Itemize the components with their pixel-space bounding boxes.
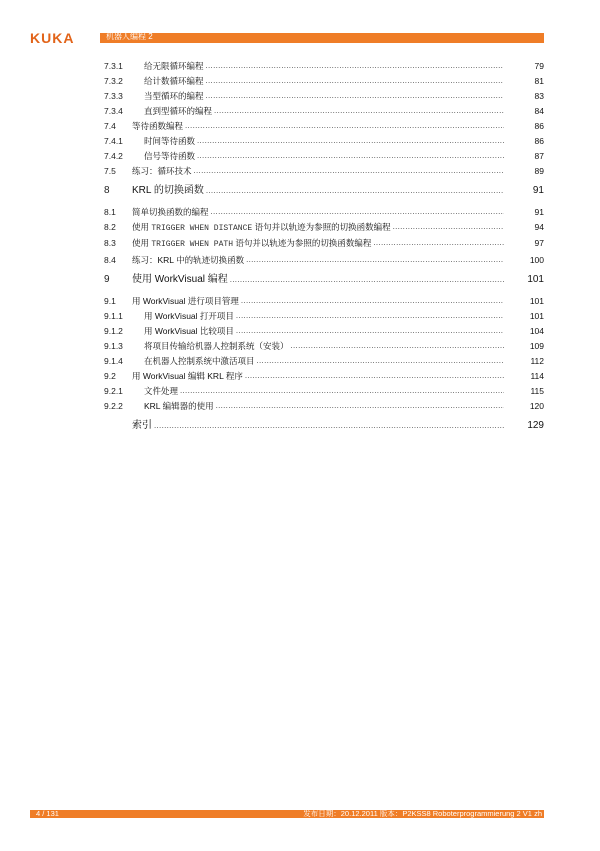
toc-page: 120 (529, 401, 544, 411)
toc-page: 86 (534, 121, 544, 131)
toc-entry[interactable] (104, 59, 544, 73)
footer-publication-info: 发布日期：20.12.2011 版本：P2KSS8 Roboterprogrammierung 2 V1 zh (303, 809, 542, 818)
toc-leader (241, 294, 504, 308)
toc-number: 7.3.2 (104, 76, 123, 86)
toc-title: 练习：KRL 中的轨迹切换函数 (132, 255, 245, 265)
toc-title: 将项目传输给机器人控制系统（安装） (144, 341, 289, 351)
toc-leader (206, 74, 504, 88)
toc-title: 练习：循环技术 (132, 166, 192, 176)
toc-chapter-entry[interactable] (104, 273, 544, 287)
toc-entry[interactable] (104, 309, 544, 323)
toc-number: 9.2.1 (104, 386, 123, 396)
toc-number: 9.1.3 (104, 341, 123, 351)
toc-title: 给计数循环编程 (144, 76, 204, 86)
toc-entry[interactable] (104, 384, 544, 398)
toc-leader (393, 220, 504, 234)
toc-page: 109 (529, 341, 544, 351)
toc-title: 简单切换函数的编程 (132, 207, 209, 217)
toc-page: 81 (534, 76, 544, 86)
toc-title: 信号等待函数 (144, 151, 196, 161)
toc-number: 7.3.4 (104, 106, 123, 116)
toc-page: 79 (534, 61, 544, 71)
toc-entry[interactable] (104, 164, 544, 178)
toc-title: 时间等待函数 (144, 136, 196, 146)
toc-page: 101 (529, 296, 544, 306)
toc-number: 8.2 (104, 222, 116, 232)
toc-leader (154, 419, 504, 433)
header-title: 机器人编程 2 (106, 32, 153, 41)
toc-entry[interactable] (104, 220, 544, 234)
toc-page: 101 (529, 311, 544, 321)
toc-leader (211, 205, 504, 219)
toc-title: 使用 TRIGGER WHEN PATH 语句并以轨迹为参照的切换函数编程 (132, 238, 372, 249)
toc-number: 9.1.4 (104, 356, 123, 366)
toc-entry[interactable] (104, 104, 544, 118)
toc-title: 用 WorkVisual 进行项目管理 (132, 296, 239, 306)
toc-leader (291, 339, 504, 353)
toc-page: 94 (534, 222, 544, 232)
code-keyword: TRIGGER WHEN DISTANCE (151, 224, 253, 233)
toc-number: 7.4 (104, 121, 116, 131)
toc-page: 104 (529, 326, 544, 336)
toc-leader (214, 104, 504, 118)
toc-number: 7.3.3 (104, 91, 123, 101)
toc-entry[interactable] (104, 74, 544, 88)
toc-entry[interactable] (104, 354, 544, 368)
toc-chapter-entry[interactable] (104, 184, 544, 198)
toc-leader (197, 134, 504, 148)
toc-leader (373, 236, 504, 250)
toc-page: 114 (530, 371, 544, 381)
toc-leader (230, 273, 504, 287)
toc-entry[interactable] (104, 149, 544, 163)
toc-title: 用 WorkVisual 编辑 KRL 程序 (132, 371, 243, 381)
toc-title: 在机器人控制系统中激活项目 (144, 356, 255, 366)
toc-entry[interactable] (104, 369, 544, 383)
toc-number: 9 (104, 274, 110, 285)
toc-entry[interactable] (104, 119, 544, 133)
toc-page: 83 (534, 91, 544, 101)
toc-page: 87 (534, 151, 544, 161)
toc-number: 7.3.1 (104, 61, 123, 71)
code-keyword: TRIGGER WHEN PATH (151, 240, 233, 249)
toc-entry[interactable] (104, 236, 544, 250)
toc-title: 直到型循环的编程 (144, 106, 213, 116)
toc-entry[interactable] (104, 253, 544, 267)
toc-title: 等待函数编程 (132, 121, 184, 131)
toc-leader (194, 164, 504, 178)
toc-leader (257, 354, 504, 368)
toc-number: 8 (104, 185, 110, 196)
toc-leader (246, 253, 504, 267)
toc-title: KRL 编辑器的使用 (144, 401, 214, 411)
toc-number: 8.4 (104, 255, 116, 265)
toc-leader (185, 119, 504, 133)
toc-leader (236, 309, 504, 323)
toc-entry[interactable] (104, 324, 544, 338)
kuka-logo: KUKA (30, 30, 75, 46)
toc-leader (197, 149, 504, 163)
toc-number: 9.1.1 (104, 311, 123, 321)
toc-title: 用 WorkVisual 比较项目 (144, 326, 234, 336)
toc-number: 8.1 (104, 207, 116, 217)
footer-page-number: 4 / 131 (36, 809, 59, 818)
toc-number: 9.2 (104, 371, 116, 381)
toc-page: 91 (534, 207, 544, 217)
toc-page: 100 (529, 255, 544, 265)
header-bar (100, 33, 544, 43)
toc-number: 9.1.2 (104, 326, 123, 336)
toc-title: 文件处理 (144, 386, 179, 396)
toc-title: KRL 的切换函数 (132, 185, 204, 196)
toc-page: 112 (530, 356, 544, 366)
toc-entry[interactable] (104, 339, 544, 353)
toc-entry[interactable] (104, 89, 544, 103)
toc-page: 97 (534, 238, 544, 248)
toc-page: 101 (527, 274, 544, 285)
toc-number: 7.4.2 (104, 151, 123, 161)
toc-entry[interactable] (104, 134, 544, 148)
toc-leader (206, 184, 504, 198)
toc-leader (180, 384, 504, 398)
toc-title: 给无限循环编程 (144, 61, 204, 71)
toc-entry[interactable] (104, 399, 544, 413)
toc-page: 84 (534, 106, 544, 116)
toc-number: 9.1 (104, 296, 116, 306)
toc-leader (236, 324, 504, 338)
toc-number: 8.3 (104, 238, 116, 248)
toc-number: 7.4.1 (104, 136, 123, 146)
toc-title: 索引 (132, 420, 152, 431)
toc-leader (245, 369, 504, 383)
toc-page: 91 (532, 185, 544, 196)
toc-title: 当型循环的编程 (144, 91, 204, 101)
toc-page: 115 (530, 386, 544, 396)
toc-entry[interactable] (104, 205, 544, 219)
toc-index-entry[interactable] (104, 419, 544, 433)
toc-entry[interactable] (104, 294, 544, 308)
toc-title: 用 WorkVisual 打开项目 (144, 311, 234, 321)
toc-leader (206, 89, 504, 103)
toc-title: 使用 WorkVisual 编程 (132, 274, 228, 285)
toc-leader (206, 59, 504, 73)
toc-number: 9.2.2 (104, 401, 123, 411)
toc-page: 129 (527, 420, 544, 431)
toc-leader (216, 399, 504, 413)
toc-number: 7.5 (104, 166, 116, 176)
toc-page: 86 (534, 136, 544, 146)
toc-title: 使用 TRIGGER WHEN DISTANCE 语句并以轨迹为参照的切换函数编程 (132, 222, 391, 233)
toc-page: 89 (534, 166, 544, 176)
